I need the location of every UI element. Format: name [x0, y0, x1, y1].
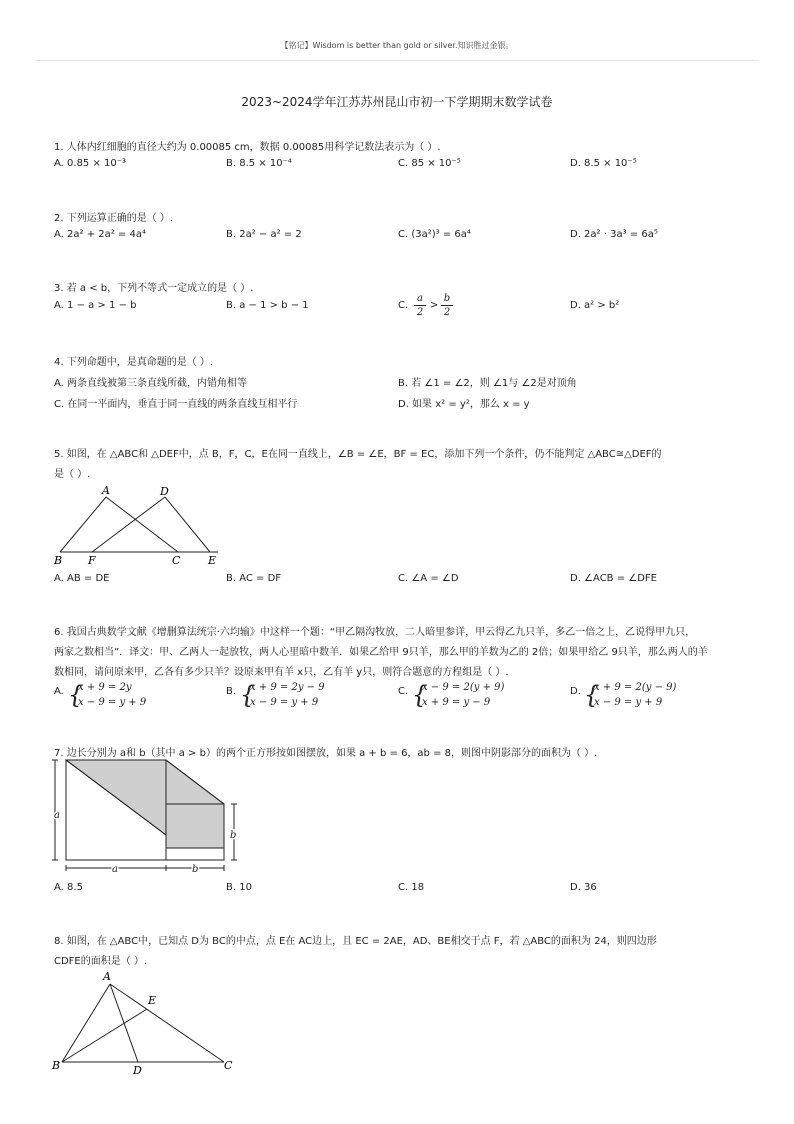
q7-label-left-a: a: [54, 810, 60, 821]
q6-option-c-label[interactable]: C.: [398, 686, 409, 697]
q7-label-right-b: b: [230, 830, 237, 841]
q1-option-c[interactable]: C. 85 × 10⁻⁵: [398, 158, 461, 169]
q8-label-d: D: [133, 1064, 142, 1077]
q7-squares-figure: [48, 756, 248, 878]
question-8-text-line1: 8. 如图，在 △ABC中，已知点 D为 BC的中点，点 E在 AC边上，且 EC = 2AE，AD、BE相交于点 F，若 △ABC的面积为 24，则四边形: [54, 936, 657, 947]
q2-option-b[interactable]: B. 2a² − a² = 2: [226, 229, 302, 240]
q5-option-c[interactable]: C. ∠A = ∠D: [398, 573, 459, 584]
q2-option-a[interactable]: A. 2a² + 2a² = 4a⁴: [54, 229, 146, 240]
q6-option-b-label[interactable]: B.: [226, 686, 237, 697]
header-motto: 【铭记】Wisdom is better than gold or silver.知识胜过金银。: [280, 41, 514, 50]
q7-option-c[interactable]: C. 18: [398, 882, 425, 893]
q5-option-a[interactable]: A. AB = DE: [54, 573, 110, 584]
q5-label-a: A: [102, 484, 110, 497]
q8-label-a: A: [103, 970, 111, 983]
question-5-text-line2: 是（ ）.: [54, 469, 91, 480]
q8-label-c: C: [224, 1059, 233, 1072]
q5-label-e: E: [208, 554, 217, 567]
q7-option-b[interactable]: B. 10: [226, 882, 252, 893]
q7-label-bottom-a: a: [112, 864, 118, 875]
question-1-text: 1. 人体内红细胞的直径大约为 0.00085 cm，数据 0.00085用科学记数法表示为（ ）.: [54, 142, 441, 153]
question-4-text: 4. 下列命题中，是真命题的是（ ）.: [54, 357, 214, 368]
question-7-text: 7. 边长分别为 a和 b（其中 a > b）的两个正方形按如图摆放，如果 a + b = 6，ab = 8，则图中阴影部分的面积为（ ）.: [54, 748, 598, 759]
q3-option-d[interactable]: D. a² > b²: [570, 300, 620, 311]
q3-c-operator: >: [430, 300, 439, 311]
q5-triangle-figure: [48, 482, 228, 568]
q4-option-d[interactable]: D. 如果 x² = y²，那么 x = y: [398, 399, 530, 410]
q3-option-c[interactable]: C.: [398, 300, 409, 311]
q3-option-b[interactable]: B. a − 1 > b − 1: [226, 300, 309, 311]
q1-option-d[interactable]: D. 8.5 × 10⁻⁵: [570, 158, 637, 169]
question-6-text-line2: 两家之数相当”．译文：甲、乙两人一起放牧，两人心里暗中数羊．如果乙给甲 9只羊，那么甲的羊数为乙的 2倍；如果甲给乙 9只羊，那么两人的羊: [54, 647, 708, 658]
q7-option-a[interactable]: A. 8.5: [54, 882, 83, 893]
header-divider: [35, 60, 759, 61]
q7-option-d[interactable]: D. 36: [570, 882, 597, 893]
q6-option-d-label[interactable]: D.: [570, 686, 581, 697]
question-2-text: 2. 下列运算正确的是（ ）.: [54, 213, 174, 224]
question-3-text: 3. 若 a < b，下列不等式一定成立的是（ ）.: [54, 283, 254, 294]
question-6-text-line3: 数相同，请问原来甲，乙各有多少只羊？设原来甲有羊 x只，乙有羊 y只，则符合题意的方程组是（ ）.: [54, 667, 509, 678]
q8-label-b: B: [52, 1059, 61, 1072]
q3-c-fraction-right: b 2: [441, 293, 453, 318]
q5-label-d: D: [160, 485, 169, 498]
q3-option-a[interactable]: A. 1 − a > 1 − b: [54, 300, 137, 311]
q8-triangle-figure: [48, 966, 248, 1078]
q8-label-e: E: [148, 994, 157, 1007]
q1-option-a[interactable]: A. 0.85 × 10⁻³: [54, 158, 127, 169]
page-title: 2023~2024学年江苏苏州昆山市初一下学期期末数学试卷: [241, 95, 553, 109]
q5-option-b[interactable]: B. AC = DF: [226, 573, 282, 584]
q5-label-c: C: [172, 554, 181, 567]
q2-option-d[interactable]: D. 2a² · 3a³ = 6a⁵: [570, 229, 658, 240]
q4-option-c[interactable]: C. 在同一平面内，垂直于同一直线的两条直线互相平行: [54, 399, 298, 410]
q2-option-c[interactable]: C. (3a²)³ = 6a⁴: [398, 229, 471, 240]
q3-c-fraction-left: a 2: [414, 293, 426, 318]
q5-option-d[interactable]: D. ∠ACB = ∠DFE: [570, 573, 658, 584]
q6-option-a-label[interactable]: A.: [54, 686, 64, 697]
q5-label-b: B: [54, 554, 63, 567]
q4-option-b[interactable]: B. 若 ∠1 = ∠2，则 ∠1与 ∠2是对顶角: [398, 378, 577, 389]
question-6-text-line1: 6. 我国古典数学文献《增删算法统宗·六均输》中这样一个题：“甲乙隔沟牧放，二人暗里参详，甲云得乙九只羊，多乙一倍之上，乙说得甲九只，: [54, 627, 696, 638]
q7-label-bottom-b: b: [192, 864, 199, 875]
q1-option-b[interactable]: B. 8.5 × 10⁻⁴: [226, 158, 292, 169]
q5-label-f: F: [88, 554, 96, 567]
q4-option-a[interactable]: A. 两条直线被第三条直线所截，内错角相等: [54, 378, 248, 389]
question-8-text-line2: CDFE的面积是（ ）.: [54, 956, 148, 967]
question-5-text-line1: 5. 如图，在 △ABC和 △DEF中，点 B，F，C，E在同一直线上，∠B = ∠E，BF = EC，添加下列一个条件，仍不能判定 △ABC≅△DEF的: [54, 449, 662, 460]
